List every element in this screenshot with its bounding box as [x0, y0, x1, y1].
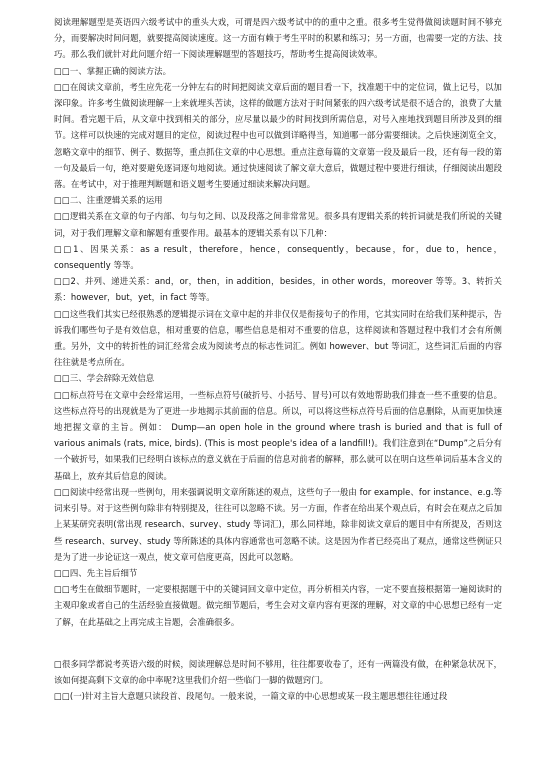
paragraph: □□这些我们其实已经很熟悉的逻辑提示词在文章中起的并非仅仅是衔接句子的作用，它其实同时在给我们某种提示，告诉我们哪些句子是有效信息，相对重要的信息，哪些信息是相对不重要的信息，这样阅读和答题过程中我们才会有所侧重。另外，文中的转折性的词汇经常会成为阅读考点的标志性词汇。例如 however、but 等词汇，这些词汇后面的内容往往就是考点所在。	[54, 308, 502, 368]
paragraph: □□(一)针对主旨大意题只读段首、段尾句。一般来说，一篇文章的中心思想或某一段主题思想往往通过段	[54, 691, 448, 702]
paragraph: □□在阅读文章前，考生应先花一分钟左右的时间把阅读文章后面的题目看一下，找准题干中的定位词，做上记号，以加深印象。许多考生做阅读理解一上来就埋头苦读，这样的做题方法对于时间紧张的四六级考试是很不适合的，浪费了大量时间。看完题干后，从文章中找到相关的部分，应尽量以最少的时间找到所需信息，对号入座地找到题目所涉及到的细节。这样可以快速的完成对题目的定位，阅读过程中也可以做到详略得当，知道哪一部分需要细读。之后快速浏览全文，忽略文章中的细节、例子、数据等，重点抓住文章的中心思想。重点注意每篇的文章第一段及最后一段，还有每一段的第一句及最后一句，绝对要避免逐词逐句地阅读。通过快速阅读了解文章大意后，做题过程中要进行细读，仔细阅读出题段落。在考试中，对于推理判断题和语义题考生要通过细读来解决问题。	[54, 81, 502, 190]
intro-paragraph: 阅读理解题型是英语四六级考试中的重头大戏，可谓是四六级考试中的的重中之重。很多考生觉得做阅读题时间不够充分，而要解决时间问题，就要提高阅读速度。这一方面有赖于考生平时的积累和练习；另一方面，也需要一定的方法、技巧。那么我们就针对此问题介绍一下阅读理解题型的答题技巧，帮助考生提高阅读效率。	[54, 17, 502, 60]
paragraph: □很多同学都说考英语六级的时候，阅读理解总是时间不够用，往往都要收卷了，还有一两篇没有做，在种紧急状况下，该如何提高剩下文章的命中率呢?这里我们介绍一些临门一脚的做题窍门。	[54, 658, 502, 685]
section-heading-1: □□一、掌握正确的阅读方法。	[54, 65, 172, 76]
paragraph: □□阅读中经常出现一些例句，用来强调说明文章所陈述的观点，这些句子一般由 for example、for instance、e.g.等词来引导。对于这些例句除非有特别提及，往往可以忽略不读。另一方面，作者在给出某个观点后，有时会在观点之后加上某某研究表明(常出现 research、survey、study 等词汇)，那么同样地，除非阅读文章后的题目中有所提及，否则这些 research、survey、study 等所陈述的具体内容通常也可忽略不读。这是因为作者已经亮出了观点，通常这些例证只是为了进一步论证这一观点，使文章可信度更高，因此可以忽略。	[54, 486, 502, 562]
paragraph: □□逻辑关系在文章的句子内部、句与句之间、以及段落之间非常常见。很多具有逻辑关系的转折词就是我们所说的关键词，对于我们理解文章和解题有重要作用。最基本的逻辑关系有以下几种：	[54, 211, 502, 238]
list-item-causal: □□1、因果关系：as a result，therefore，hence，consequently，because，for，due to，hence，consequently 等等。	[54, 243, 502, 271]
section-heading-4: □□四、先主旨后细节	[54, 567, 138, 578]
list-item-parallel: □□2、并列、递进关系：and，or，then，in addition，besides，in other words，moreover 等等。3、转折关系：however，but，yet，in fact 等等。	[54, 276, 502, 303]
section-heading-3: □□三、学会辞除无效信息	[54, 373, 155, 384]
section-heading-2: □□二、注重逻辑关系的运用	[54, 195, 163, 206]
paragraph: □□考生在做细节题时，一定要根据题干中的关键词回文章中定位，再分析相关内容，一定不要直接根据第一遍阅读时的主观印象或者自己的生活经验直接做题。做完细节题后，考生会对文章内容有更深的理解，对文章的中心思想已经有一定了解，在此基础之上再完成主旨题，会准确很多。	[54, 584, 502, 627]
paragraph: □□标点符号在文章中会经常运用，一些标点符号(破折号、小括号、冒号)可以有效地帮助我们排查一些不重要的信息。这些标点符号的出现就是为了更进一步地揭示其前面的信息。所以，可以将这些标点符号后面的信息删除，从而更加快速地把握文章的主旨。例如： Dump—an open hole in the ground where trash is buried and that is full of various animals (rats, mice, birds). (This is most people's idea of a landfill!)。我们注意到在“Dump”之后分有一个破折号，如果我们已经明白该标点的意义就在于后面的信息对前者的解释，那么就可以在明白这些单词后基本含义的基础上，放弃其后信息的阅读。	[54, 389, 502, 481]
article-body	[54, 14, 502, 704]
section-gap	[54, 630, 502, 656]
